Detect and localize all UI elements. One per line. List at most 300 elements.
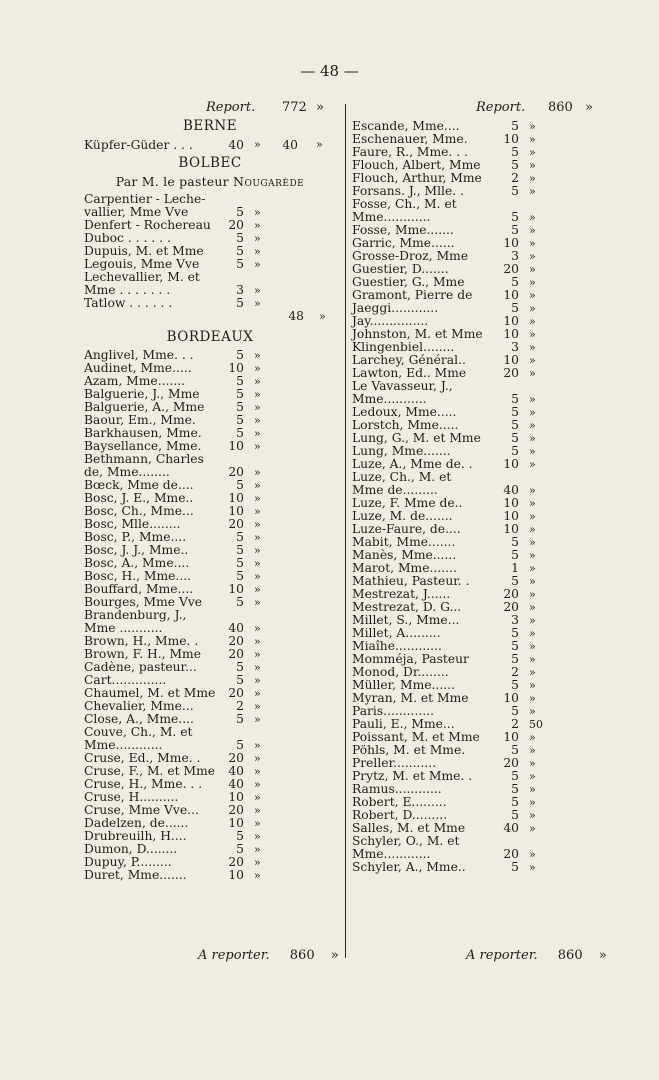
bordeaux-list (84, 349, 336, 882)
entry-name: Guestier, G., Mme (352, 275, 465, 289)
entry-sym: » (254, 362, 261, 375)
entry-name: Balguerie, A., Mme (84, 400, 205, 414)
entry-sym: » (529, 822, 536, 835)
entry-amount: 2 (511, 717, 519, 731)
entry-sym: » (254, 752, 261, 765)
entry-name: de, Mme........ (84, 465, 170, 479)
entry-name: Cruse, F., M. et Mme (84, 764, 216, 778)
entry-sym: » (529, 861, 536, 874)
entry-sym: » (529, 783, 536, 796)
entry-sym: » (529, 341, 536, 354)
entry-name: Luze, Ch., M. et (352, 470, 452, 484)
entry-sym: » (254, 804, 261, 817)
entry-name: Luze, A., Mme de. . (352, 457, 473, 471)
entry-sym: » (529, 588, 536, 601)
entry-name: Mme de......... (352, 483, 438, 497)
column-divider (345, 104, 346, 958)
entry-sym: » (529, 328, 536, 341)
entry-name: Pöhls, M. et Mme. (352, 743, 466, 757)
entry-amount: 40 (228, 777, 244, 791)
entry-sym: » (529, 770, 536, 783)
entry-sym: » (254, 817, 261, 830)
entry-name: Carpentier - Leche- (84, 192, 206, 206)
entry-name: Gramont, Pierre de (352, 288, 473, 302)
entry-name: Brown, H., Mme. . (84, 634, 199, 648)
entry-name: Jaeggi............ (352, 301, 439, 315)
entry-sym: » (529, 237, 536, 250)
entry-amount: 5 (236, 543, 244, 557)
entry-name: Manès, Mme...... (352, 548, 457, 562)
entry-amount: 5 (236, 569, 244, 583)
entry-amount: 10 (503, 457, 519, 471)
entry-amount: 40 (228, 764, 244, 778)
entry-sym: » (254, 843, 261, 856)
entry-amount: 10 (503, 730, 519, 744)
entry-name: Mestrezat, J...... (352, 587, 451, 601)
entry-sym: » (254, 375, 261, 388)
entry-amount: 1 (511, 561, 519, 575)
entry-amount: 20 (228, 686, 244, 700)
entry-amount: 5 (236, 426, 244, 440)
entry-sym: » (529, 250, 536, 263)
entry-sym: » (529, 172, 536, 185)
entry-sym: » (529, 510, 536, 523)
bolbec-subtotal-row: 48 » (84, 310, 336, 324)
entry-sym: » (254, 401, 261, 414)
list-item (352, 861, 602, 874)
entry-sym: 50 (529, 718, 543, 731)
entry-name: Escande, Mme.... (352, 119, 460, 133)
entry-name: Luze-Faure, de.... (352, 522, 461, 536)
entry-amount: 5 (511, 444, 519, 458)
section-title-bolbec: BOLBEC (178, 155, 242, 171)
entry-sym: » (254, 674, 261, 687)
report-sym: » (585, 100, 593, 115)
entry-sym: » (254, 765, 261, 778)
entry-name: Chevalier, Mme... (84, 699, 194, 713)
entry-sym: » (254, 830, 261, 843)
entry-amount: 5 (511, 418, 519, 432)
entry-sym: » (529, 653, 536, 666)
entry-sym: » (254, 596, 261, 609)
entry-name: Mme............ (352, 210, 431, 224)
entry-name: Salles, M. et Mme (352, 821, 466, 835)
entry-sym: » (254, 700, 261, 713)
entry-amount: 10 (228, 504, 244, 518)
entry-sym: » (529, 419, 536, 432)
entry-amount: 20 (228, 803, 244, 817)
entry-amount: 2 (511, 171, 519, 185)
entry-sym: » (254, 492, 261, 505)
entry-name: Bouffard, Mme.... (84, 582, 194, 596)
entry-sym: » (529, 263, 536, 276)
entry-sym: » (529, 159, 536, 172)
entry-name: Baour, Em., Mme. (84, 413, 196, 427)
entry-amount: 3 (511, 613, 519, 627)
entry-amount: 10 (503, 327, 519, 341)
entry-amount: 5 (511, 860, 519, 874)
entry-name: Johnston, M. et Mme (352, 327, 483, 341)
entry-sym: » (254, 258, 261, 271)
entry-name: Schyler, A., Mme.. (352, 860, 466, 874)
entry-sym: » (529, 744, 536, 757)
entry-sym: » (529, 393, 536, 406)
entry-amount: 20 (228, 517, 244, 531)
bolbec-list (84, 193, 336, 310)
entry-name: Lorstch, Mme..... (352, 418, 459, 432)
entry-name: Balguerie, J., Mme (84, 387, 200, 401)
entry-name: Bosc, H., Mme.... (84, 569, 192, 583)
entry-amount: 10 (503, 236, 519, 250)
entry-name: Bosc, J. E., Mme.. (84, 491, 194, 505)
entry-amount: 20 (228, 465, 244, 479)
entry-sym: » (529, 497, 536, 510)
entry-amount: 10 (228, 868, 244, 882)
entry-amount: 5 (236, 829, 244, 843)
section-title-bordeaux: BORDEAUX (166, 329, 254, 345)
entry-name: Millet, S., Mme... (352, 613, 460, 627)
footer-left: A reporter. 860 » (198, 948, 339, 963)
list-item (84, 869, 336, 882)
entry-name: Pauli, E., Mme... (352, 717, 455, 731)
section-title-berne: BERNE (182, 118, 238, 134)
entry-name: Grosse-Droz, Mme (352, 249, 469, 263)
list-item: Küpfer-Güder . . . 40 » 40 » (84, 138, 323, 152)
entry-name: Cruse, Ed., Mme. . (84, 751, 201, 765)
entry-name: Ledoux, Mme..... (352, 405, 457, 419)
entry-sym: » (529, 484, 536, 497)
entry-sym: » (529, 302, 536, 315)
entry-name: Dupuy, P......... (84, 855, 172, 869)
entry-sym: » (529, 601, 536, 614)
entry-amount: 20 (503, 600, 519, 614)
entry-amount: 20 (228, 634, 244, 648)
entry-name: Faure, R., Mme. . . (352, 145, 468, 159)
entry-name: Denfert - Rochereau (84, 218, 211, 232)
entry-name: Ramus............ (352, 782, 442, 796)
entry-name: Robert, E......... (352, 795, 447, 809)
entry-amount: 5 (511, 626, 519, 640)
entry-amount: 10 (228, 361, 244, 375)
entry-sym: » (529, 614, 536, 627)
entry-name: Legouis, Mme Vve (84, 257, 200, 271)
entry-sym: » (254, 570, 261, 583)
entry-name: Anglivel, Mme. . . (84, 348, 194, 362)
report-amount: 860 (548, 100, 573, 115)
entry-name: Lechevallier, M. et (84, 270, 200, 284)
entry-amount: 5 (511, 405, 519, 419)
entry-name: Cruse, H., Mme. . . (84, 777, 203, 791)
entry-name: Duret, Mme....... (84, 868, 187, 882)
entry-sym: » (254, 479, 261, 492)
entry-amount: 5 (236, 530, 244, 544)
entry-sym: » (254, 687, 261, 700)
entry-sym: » (529, 133, 536, 146)
entry-name: Mme............ (352, 847, 431, 861)
entry-name: Prytz, M. et Mme. . (352, 769, 473, 783)
entry-name: Lung, G., M. et Mme (352, 431, 481, 445)
entry-sym: » (529, 796, 536, 809)
entry-amount: 10 (503, 496, 519, 510)
entry-sym: » (254, 583, 261, 596)
entry-name: Klingenbiel........ (352, 340, 455, 354)
entry-name: Monod, Dr........ (352, 665, 449, 679)
entry-name: Robert, D......... (352, 808, 448, 822)
entry-amount: 3 (511, 340, 519, 354)
entry-name: Duboc . . . . . . (84, 231, 171, 245)
entry-sym: » (529, 289, 536, 302)
entry-amount: 5 (511, 301, 519, 315)
entry-name: Lung, Mme....... (352, 444, 451, 458)
entry-amount: 5 (511, 782, 519, 796)
report-line-left (84, 100, 336, 117)
entry-amount: 2 (511, 665, 519, 679)
entry-amount: 40 (503, 821, 519, 835)
footer-amount: 860 (289, 948, 315, 963)
entry-sym: » (254, 648, 261, 661)
entry-amount: 5 (511, 119, 519, 133)
entry-amount: 10 (503, 314, 519, 328)
pastor-name: Nougarède (233, 174, 305, 189)
entry-name: Cadène, pasteur... (84, 660, 197, 674)
entry-name: Mestrezat, D. G... (352, 600, 462, 614)
entry-name: Dadelzen, de...... (84, 816, 189, 830)
entry-name: Momméja, Pasteur (352, 652, 469, 666)
entry-sym: » (529, 523, 536, 536)
entry-sym: » (529, 458, 536, 471)
entry-amount: 5 (511, 145, 519, 159)
entry-name: Drubreuilh, H.... (84, 829, 187, 843)
entry-sym: » (529, 848, 536, 861)
entry-amount: 5 (236, 231, 244, 245)
entry-name: Mme ........... (84, 621, 163, 635)
entry-name: Guestier, D....... (352, 262, 449, 276)
entry-name: Bosc, Ch., Mme... (84, 504, 194, 518)
entry-name: Mme . . . . . . . (84, 283, 171, 297)
entry-amount: 5 (511, 639, 519, 653)
entry-amount: 5 (511, 184, 519, 198)
entry-amount: 10 (503, 509, 519, 523)
entry-sym: » (529, 406, 536, 419)
entry-amount: 5 (511, 769, 519, 783)
entry-name: Poissant, M. et Mme (352, 730, 480, 744)
entry-amount: 5 (511, 652, 519, 666)
entry-name: Bosc, Mlle........ (84, 517, 181, 531)
entry-name: Bosc, J. J., Mme.. (84, 543, 189, 557)
entry-sym: » (254, 206, 261, 219)
entry-sym: » (529, 224, 536, 237)
report-label: Report. (476, 100, 526, 115)
entry-amount: 5 (236, 556, 244, 570)
footer-label: A reporter. (466, 948, 538, 963)
entry-name: Bethmann, Charles (84, 452, 204, 466)
entry-amount: 5 (236, 673, 244, 687)
entry-name: Chaumel, M. et Mme (84, 686, 216, 700)
entry-amount: 10 (228, 582, 244, 596)
entry-sym: » (529, 432, 536, 445)
entry-amount: 5 (236, 712, 244, 726)
entry-name: Cruse, H.......... (84, 790, 179, 804)
entry-amount: 5 (511, 392, 519, 406)
right-list (352, 120, 602, 874)
entry-name: Cart.............. (84, 673, 167, 687)
left-column (84, 100, 336, 882)
entry-sym: » (254, 284, 261, 297)
entry-name: Luze, M. de....... (352, 509, 453, 523)
entry-sym: » (254, 518, 261, 531)
entry-amount: 10 (228, 790, 244, 804)
entry-amount: 5 (236, 660, 244, 674)
entry-name: Dumon, D........ (84, 842, 178, 856)
entry-sym: » (529, 549, 536, 562)
report-sym: » (316, 100, 324, 115)
page-number: — 48 — (300, 62, 359, 80)
report-amount: 772 (282, 100, 307, 115)
entry-amount: 2 (236, 699, 244, 713)
entry-sym: » (254, 622, 261, 635)
entry-amount: 10 (503, 522, 519, 536)
entry-sym: » (254, 557, 261, 570)
entry-amount: 5 (236, 374, 244, 388)
entry-sym: » (254, 778, 261, 791)
entry-name: Bosc, A., Mme.... (84, 556, 190, 570)
entry-sym: » (529, 276, 536, 289)
berne-subtotal: 40 (282, 138, 298, 152)
entry-sym: » (529, 575, 536, 588)
entry-sym: » (529, 562, 536, 575)
entry-name: Audinet, Mme..... (84, 361, 192, 375)
entry-amount: 10 (503, 691, 519, 705)
entry-sym: » (529, 809, 536, 822)
entry-sym: » (254, 869, 261, 882)
entry-amount: 5 (236, 205, 244, 219)
entry-name: Couve, Ch., M. et (84, 725, 193, 739)
entry-amount: 5 (511, 275, 519, 289)
entry-name: Bourges, Mme Vve (84, 595, 203, 609)
entry-amount: 5 (511, 223, 519, 237)
entry-name: Preller........... (352, 756, 437, 770)
entry-sym: » (529, 354, 536, 367)
entry-sym: » (254, 531, 261, 544)
entry-amount: 5 (236, 413, 244, 427)
right-column (352, 100, 602, 874)
entry-amount: 40 (503, 483, 519, 497)
entry-amount: 10 (503, 132, 519, 146)
entry-sym: » (529, 367, 536, 380)
entry-amount: 5 (236, 738, 244, 752)
entry-name: Myran, M. et Mme (352, 691, 469, 705)
entry-amount: 20 (228, 855, 244, 869)
entry-sym: » (254, 661, 261, 674)
entry-amount: 5 (511, 678, 519, 692)
entry-amount: 20 (228, 218, 244, 232)
entry-sym: » (529, 445, 536, 458)
entry-sym: » (254, 427, 261, 440)
entry-sym: » (254, 440, 261, 453)
entry-sym: » (254, 544, 261, 557)
entry-amount: 20 (228, 751, 244, 765)
entry-amount: 5 (236, 296, 244, 310)
footer-amount: 860 (557, 948, 583, 963)
entry-sym: » (254, 349, 261, 362)
entry-sym: » (529, 315, 536, 328)
entry-name: Müller, Mme...... (352, 678, 455, 692)
entry-amount: 5 (511, 808, 519, 822)
report-label: Report. (206, 100, 256, 115)
entry-amount: 5 (236, 595, 244, 609)
entry-amount: 5 (511, 743, 519, 757)
entry-sym: » (529, 185, 536, 198)
entry-name: Jay............... (352, 314, 429, 328)
entry-amount: 20 (503, 262, 519, 276)
entry-amount: 5 (511, 704, 519, 718)
entry-amount: 10 (503, 353, 519, 367)
entry-amount: 10 (503, 288, 519, 302)
entry-name: Lawton, Ed.. Mme (352, 366, 467, 380)
entry-amount: 5 (511, 548, 519, 562)
entry-sym: » (529, 640, 536, 653)
entry-sym: » (254, 297, 261, 310)
entry-name: Baysellance, Mme. (84, 439, 202, 453)
entry-name: Cruse, Mme Vve... (84, 803, 199, 817)
entry-amount: 5 (511, 795, 519, 809)
entry-amount: 5 (236, 244, 244, 258)
entry-name: Flouch, Albert, Mme (352, 158, 481, 172)
entry-name: Fosse, Mme....... (352, 223, 454, 237)
entry-name: Flouch, Arthur, Mme (352, 171, 482, 185)
entry-name: Mabit, Mme....... (352, 535, 456, 549)
entry-name: Close, A., Mme.... (84, 712, 194, 726)
entry-sym: » (529, 146, 536, 159)
entry-name: Barkhausen, Mme. (84, 426, 202, 440)
entry-amount: 5 (511, 210, 519, 224)
entry-name: Brown, F. H., Mme (84, 647, 201, 661)
entry-amount: 5 (236, 387, 244, 401)
entry-amount: 5 (236, 257, 244, 271)
entry-name: Bosc, P., Mme.... (84, 530, 187, 544)
entry-sym: » (254, 388, 261, 401)
entry-name: Fosse, Ch., M. et (352, 197, 457, 211)
entry-name: Dupuis, M. et Mme (84, 244, 204, 258)
entry-sym: » (529, 679, 536, 692)
entry-name: Forsans. J., Mlle. . (352, 184, 464, 198)
entry-name: Bœck, Mme de.... (84, 478, 194, 492)
entry-amount: 5 (236, 842, 244, 856)
entry-amount: 5 (511, 431, 519, 445)
entry-sym: » (529, 211, 536, 224)
entry-sym: » (529, 692, 536, 705)
entry-amount: 5 (236, 348, 244, 362)
entry-sym: » (254, 791, 261, 804)
entry-sym: » (254, 739, 261, 752)
entry-name: Larchey, Général.. (352, 353, 466, 367)
entry-sym: » (529, 627, 536, 640)
entry-name: Luze, F. Mme de.. (352, 496, 463, 510)
entry-sym: » (254, 856, 261, 869)
entry-sym: » (529, 757, 536, 770)
entry-amount: 5 (511, 535, 519, 549)
entry-name: Mathieu, Pasteur. . (352, 574, 470, 588)
entry-name: Garric, Mme...... (352, 236, 455, 250)
entry-sym: » (254, 505, 261, 518)
entry-sym: » (529, 536, 536, 549)
entry-name: Brandenburg, J., (84, 608, 187, 622)
entry-sym: » (254, 232, 261, 245)
entry-amount: 5 (511, 574, 519, 588)
entry-amount: 10 (228, 816, 244, 830)
entry-sym: » (254, 245, 261, 258)
entry-name: Mme............ (84, 738, 163, 752)
